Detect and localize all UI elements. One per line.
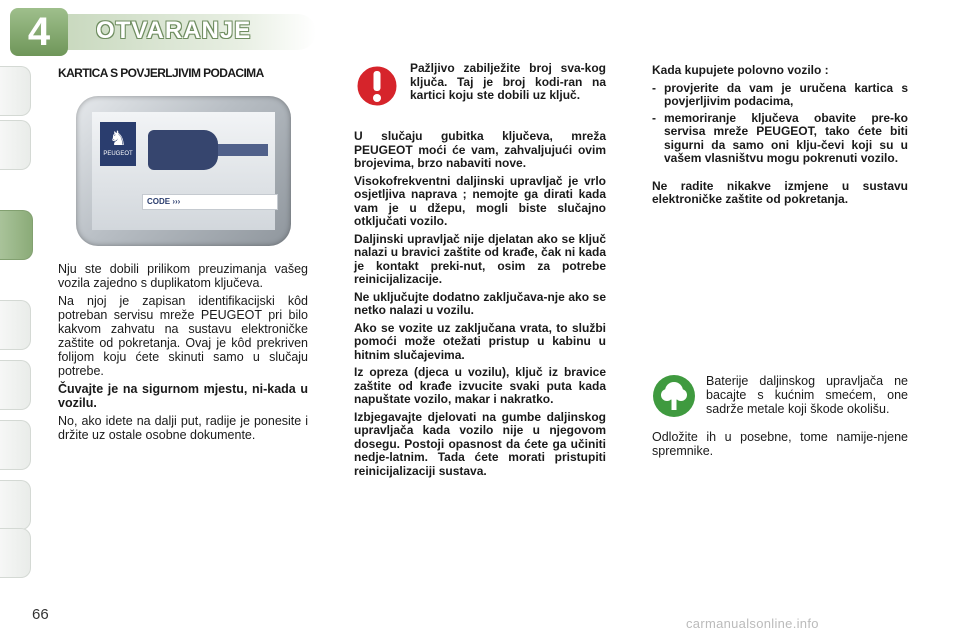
warning-text: Pažljivo zabilježite broj sva-kog ključa. Taj je broj kodi-ran na kartici koju ste dobili uz ključ. [410, 61, 606, 102]
chapter-tab[interactable] [0, 528, 31, 578]
chapter-tab[interactable] [0, 360, 31, 410]
page-number: 66 [32, 606, 49, 623]
list-item [652, 112, 908, 166]
eco-text-secondary: Odložite ih u posebne, tome namije-njene spremnike. [652, 430, 908, 458]
middle-column [354, 130, 606, 482]
confidential-card [92, 112, 275, 230]
paragraph: Nju ste dobili prilikom preuzimanja vašeg vozila zajedno s duplikatom ključeva. [58, 262, 308, 290]
code-strip: CODE ››› [142, 194, 278, 210]
list-item [652, 82, 908, 109]
brand-label: PEUGEOT [103, 151, 133, 157]
warning-paragraph: Ne radite nikakve izmjene u sustavu elektroničke zaštite od pokretanja. [652, 178, 908, 206]
chapter-tab[interactable] [0, 480, 31, 530]
chapter-tabs [0, 60, 34, 580]
chapter-badge [10, 8, 68, 56]
paragraph: Izbjegavajte djelovati na gumbe daljinskog upravljača kada vozilo nije u njegovom dosegu. Postoji opasnost da ćete ga učiniti nedje-latnim. Tada ćete morati pristupiti reinicijalizaciji sustava. [354, 409, 606, 478]
chapter-tab-active[interactable] [0, 210, 33, 260]
paragraph: Visokofrekventni daljinski upravljač je vrlo osjetljiva naprava ; nemojte ga dirati kada vam je u džepu, mogli biste slučajno otključati vozilo. [354, 173, 606, 228]
right-column [652, 64, 908, 211]
eco-text: Baterije daljinskog upravljača ne bacajte s kućnim smećem, one sadrže metale koji škode okolišu. [706, 374, 908, 416]
paragraph: No, ako idete na dalji put, radije je ponesite i držite uz ostale osobne dokumente. [58, 414, 308, 442]
dash: - [652, 110, 656, 125]
left-column [58, 262, 308, 446]
key-blade-icon [218, 144, 268, 156]
eco-tree-icon [652, 374, 696, 418]
dash: - [652, 80, 656, 95]
bold-paragraph: Čuvajte je na sigurnom mjestu, ni-kada u vozilu. [58, 382, 308, 410]
list-item-text: provjerite da vam je uručena kartica s povjerljivim podacima, [664, 80, 908, 108]
intro-text: Kada kupujete polovno vozilo : [652, 63, 829, 77]
list-item-text: memoriranje ključeva obavite pre-ko servisa mreže PEUGEOT, tako ćete biti sigurni da samo oni klju-čevi koji su u vašem vlasništvu mogu pokrenuti vozilo. [664, 110, 908, 165]
paragraph: Ako se vozite uz zaključana vrata, to službi pomoći može otežati pristup u kabinu u hitnim slučajevima. [354, 320, 606, 362]
chapter-tab[interactable] [0, 420, 31, 470]
chapter-tab[interactable] [0, 120, 31, 170]
paragraph: Daljinski upravljač nije djelatan ako se ključ nalazi u bravici zaštite od krađe, čak ni kada je kontakt preki-nut, osim za potrebe reinicijalizacije. [354, 231, 606, 286]
paragraph: Na njoj je zapisan identifikacijski kôd potreban servisu mreže PEUGEOT pri bilo kakvom zahvatu na sustavu elektroničke zaštite od pokretanja. Ovaj je kôd prekriven folijom koju ćete skinuti samo u slučaju potrebe. [58, 294, 308, 378]
key-fob-icon [148, 130, 218, 170]
watermark: carmanualsonline.info [686, 616, 819, 631]
chapter-tab[interactable] [0, 66, 31, 116]
section-title: KARTICA S POVJERLJIVIM PODACIMA [58, 66, 264, 80]
chapter-number: 4 [27, 9, 51, 54]
warning-icon [356, 62, 398, 110]
paragraph: Iz opreza (djeca u vozilu), ključ iz bravice zaštite od krađe izvucite svaki puta kada napuštate vozilo, makar i nakratko. [354, 365, 606, 406]
chapter-tab[interactable] [0, 300, 31, 350]
paragraph: U slučaju gubitka ključeva, mreža PEUGEOT moći će vam, zahvaljujući ovim brojevima, brzo nabaviti nove. [354, 129, 606, 170]
paragraph: Ne uključujte dodatno zaključava-nje ako se netko nalazi u vozilu. [354, 289, 606, 317]
peugeot-logo [100, 122, 136, 166]
lion-icon: ♞ [109, 128, 127, 150]
page-title: OTVARANJE [96, 17, 252, 44]
card-image [76, 96, 291, 246]
